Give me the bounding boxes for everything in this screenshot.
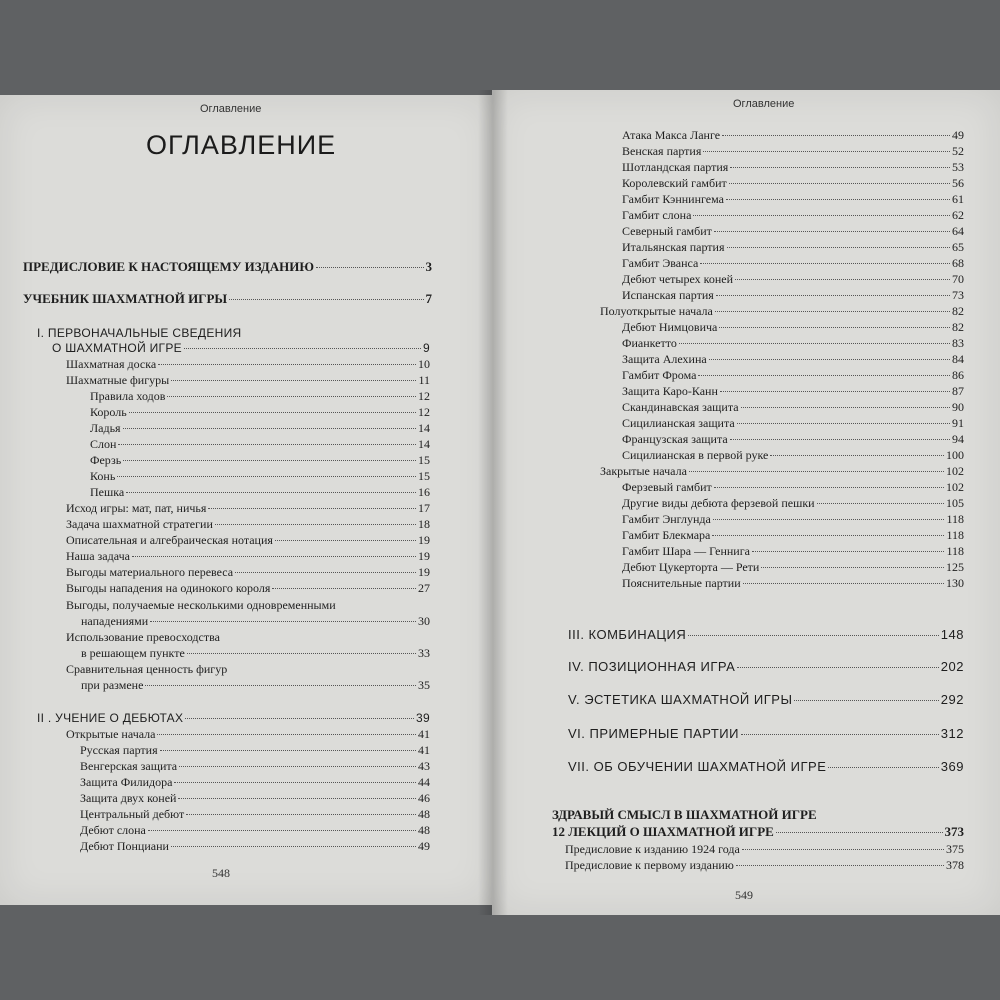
toc-entry[interactable]: Венгерская защита 43 bbox=[80, 759, 430, 773]
running-head-left: Оглавление bbox=[200, 103, 262, 115]
toc-entry[interactable]: I. ПЕРВОНАЧАЛЬНЫЕ СВЕДЕНИЯ bbox=[37, 326, 242, 340]
toc-entry[interactable]: Защита Каро-Канн 87 bbox=[622, 384, 964, 398]
toc-entry[interactable]: Предисловие к изданию 1924 года 375 bbox=[565, 842, 964, 856]
toc-entry[interactable]: Гамбит Энглунда 118 bbox=[622, 512, 964, 526]
toc-entry[interactable]: 12 ЛЕКЦИЙ О ШАХМАТНОЙ ИГРЕ 373 bbox=[552, 824, 964, 839]
toc-entry[interactable]: Исход игры: мат, пат, ничья 17 bbox=[66, 501, 430, 515]
toc-entry[interactable]: Выгоды нападения на одинокого короля 27 bbox=[66, 581, 430, 595]
toc-entry[interactable]: Пояснительные партии 130 bbox=[622, 576, 964, 590]
toc-entry[interactable]: Защита двух коней 46 bbox=[80, 791, 430, 805]
toc-entry[interactable]: Шахматные фигуры 11 bbox=[66, 373, 430, 387]
toc-entry[interactable]: Защита Алехина 84 bbox=[622, 352, 964, 366]
toc-entry[interactable]: Северный гамбит 64 bbox=[622, 224, 964, 238]
toc-entry[interactable]: Сицилианская защита 91 bbox=[622, 416, 964, 430]
toc-entry[interactable]: Дебют слона 48 bbox=[80, 823, 430, 837]
toc-entry[interactable]: Открытые начала 41 bbox=[66, 727, 430, 741]
toc-entry[interactable]: Слон 14 bbox=[90, 437, 430, 451]
toc-entry[interactable]: при размене 35 bbox=[81, 678, 430, 692]
toc-entry[interactable]: VII. ОБ ОБУЧЕНИИ ШАХМАТНОЙ ИГРЕ 369 bbox=[568, 759, 964, 774]
toc-entry[interactable]: Король 12 bbox=[90, 405, 430, 419]
toc-entry[interactable]: Дебют Понциани 49 bbox=[80, 839, 430, 853]
running-head-right: Оглавление bbox=[733, 98, 795, 110]
toc-entry[interactable]: Ферзевый гамбит 102 bbox=[622, 480, 964, 494]
toc-entry[interactable]: Гамбит Блекмара 118 bbox=[622, 528, 964, 542]
toc-entry[interactable]: Итальянская партия 65 bbox=[622, 240, 964, 254]
toc-entry[interactable]: Пешка 16 bbox=[90, 485, 430, 499]
toc-entry[interactable]: УЧЕБНИК ШАХМАТНОЙ ИГРЫ 7 bbox=[23, 291, 432, 306]
toc-entry[interactable]: Дебют четырех коней 70 bbox=[622, 272, 964, 286]
toc-entry[interactable]: V. ЭСТЕТИКА ШАХМАТНОЙ ИГРЫ 292 bbox=[568, 692, 964, 707]
toc-entry[interactable]: Задача шахматной стратегии 18 bbox=[66, 517, 430, 531]
toc-entry[interactable]: VI. ПРИМЕРНЫЕ ПАРТИИ 312 bbox=[568, 726, 964, 741]
toc-entry[interactable]: Выгоды, получаемые несколькими одновременными bbox=[66, 598, 336, 612]
toc-entry[interactable]: Испанская партия 73 bbox=[622, 288, 964, 302]
toc-entry[interactable]: Центральный дебют 48 bbox=[80, 807, 430, 821]
toc-entry[interactable]: Конь 15 bbox=[90, 469, 430, 483]
toc-entry[interactable]: ЗДРАВЫЙ СМЫСЛ В ШАХМАТНОЙ ИГРЕ bbox=[552, 807, 817, 822]
toc-entry[interactable]: Гамбит Фрома 86 bbox=[622, 368, 964, 382]
toc-entry[interactable]: IV. ПОЗИЦИОННАЯ ИГРА 202 bbox=[568, 659, 964, 674]
toc-entry[interactable]: Дебют Нимцовича 82 bbox=[622, 320, 964, 334]
toc-entry[interactable]: Французская защита 94 bbox=[622, 432, 964, 446]
toc-entry[interactable]: Сицилианская в первой руке 100 bbox=[622, 448, 964, 462]
toc-entry[interactable]: Ферзь 15 bbox=[90, 453, 430, 467]
toc-entry[interactable]: Сравнительная ценность фигур bbox=[66, 662, 228, 676]
toc-entry[interactable]: Гамбит Кэннингема 61 bbox=[622, 192, 964, 206]
page-title: ОГЛАВЛЕНИЕ bbox=[146, 130, 337, 160]
toc-entry[interactable]: Правила ходов 12 bbox=[90, 389, 430, 403]
toc-entry[interactable]: Гамбит слона 62 bbox=[622, 208, 964, 222]
toc-entry[interactable]: Полуоткрытые начала 82 bbox=[600, 304, 964, 318]
toc-entry[interactable]: Венская партия 52 bbox=[622, 144, 964, 158]
toc-entry[interactable]: О ШАХМАТНОЙ ИГРЕ 9 bbox=[52, 341, 430, 355]
toc-entry[interactable]: ПРЕДИСЛОВИЕ К НАСТОЯЩЕМУ ИЗДАНИЮ 3 bbox=[23, 259, 432, 274]
toc-entry[interactable]: Наша задача 19 bbox=[66, 549, 430, 563]
toc-entry[interactable]: Гамбит Эванса 68 bbox=[622, 256, 964, 270]
page-number-right: 549 bbox=[735, 888, 753, 902]
toc-entry[interactable]: II . УЧЕНИЕ О ДЕБЮТАХ 39 bbox=[37, 711, 430, 725]
toc-entry[interactable]: Гамбит Шара — Геннига 118 bbox=[622, 544, 964, 558]
toc-entry[interactable]: Ладья 14 bbox=[90, 421, 430, 435]
toc-entry[interactable]: нападениями 30 bbox=[81, 614, 430, 628]
toc-entry[interactable]: Выгоды материального перевеса 19 bbox=[66, 565, 430, 579]
toc-entry[interactable]: Фианкетто 83 bbox=[622, 336, 964, 350]
toc-entry[interactable]: Королевский гамбит 56 bbox=[622, 176, 964, 190]
toc-entry[interactable]: Предисловие к первому изданию 378 bbox=[565, 858, 964, 872]
toc-entry[interactable]: Закрытые начала 102 bbox=[600, 464, 964, 478]
toc-entry[interactable]: Другие виды дебюта ферзевой пешки 105 bbox=[622, 496, 964, 510]
toc-entry[interactable]: Описательная и алгебраическая нотация 19 bbox=[66, 533, 430, 547]
toc-entry[interactable]: III. КОМБИНАЦИЯ 148 bbox=[568, 627, 964, 642]
toc-entry[interactable]: Защита Филидора 44 bbox=[80, 775, 430, 789]
toc-entry[interactable]: Атака Макса Ланге 49 bbox=[622, 128, 964, 142]
toc-entry[interactable]: в решающем пункте 33 bbox=[81, 646, 430, 660]
toc-entry[interactable]: Скандинавская защита 90 bbox=[622, 400, 964, 414]
toc-entry[interactable]: Шотландская партия 53 bbox=[622, 160, 964, 174]
toc-entry[interactable]: Шахматная доска 10 bbox=[66, 357, 430, 371]
toc-entry[interactable]: Русская партия 41 bbox=[80, 743, 430, 757]
toc-entry[interactable]: Дебют Цукерторта — Рети 125 bbox=[622, 560, 964, 574]
page-number-left: 548 bbox=[212, 866, 230, 880]
toc-entry[interactable]: Использование превосходства bbox=[66, 630, 220, 644]
book-gutter bbox=[478, 90, 508, 915]
